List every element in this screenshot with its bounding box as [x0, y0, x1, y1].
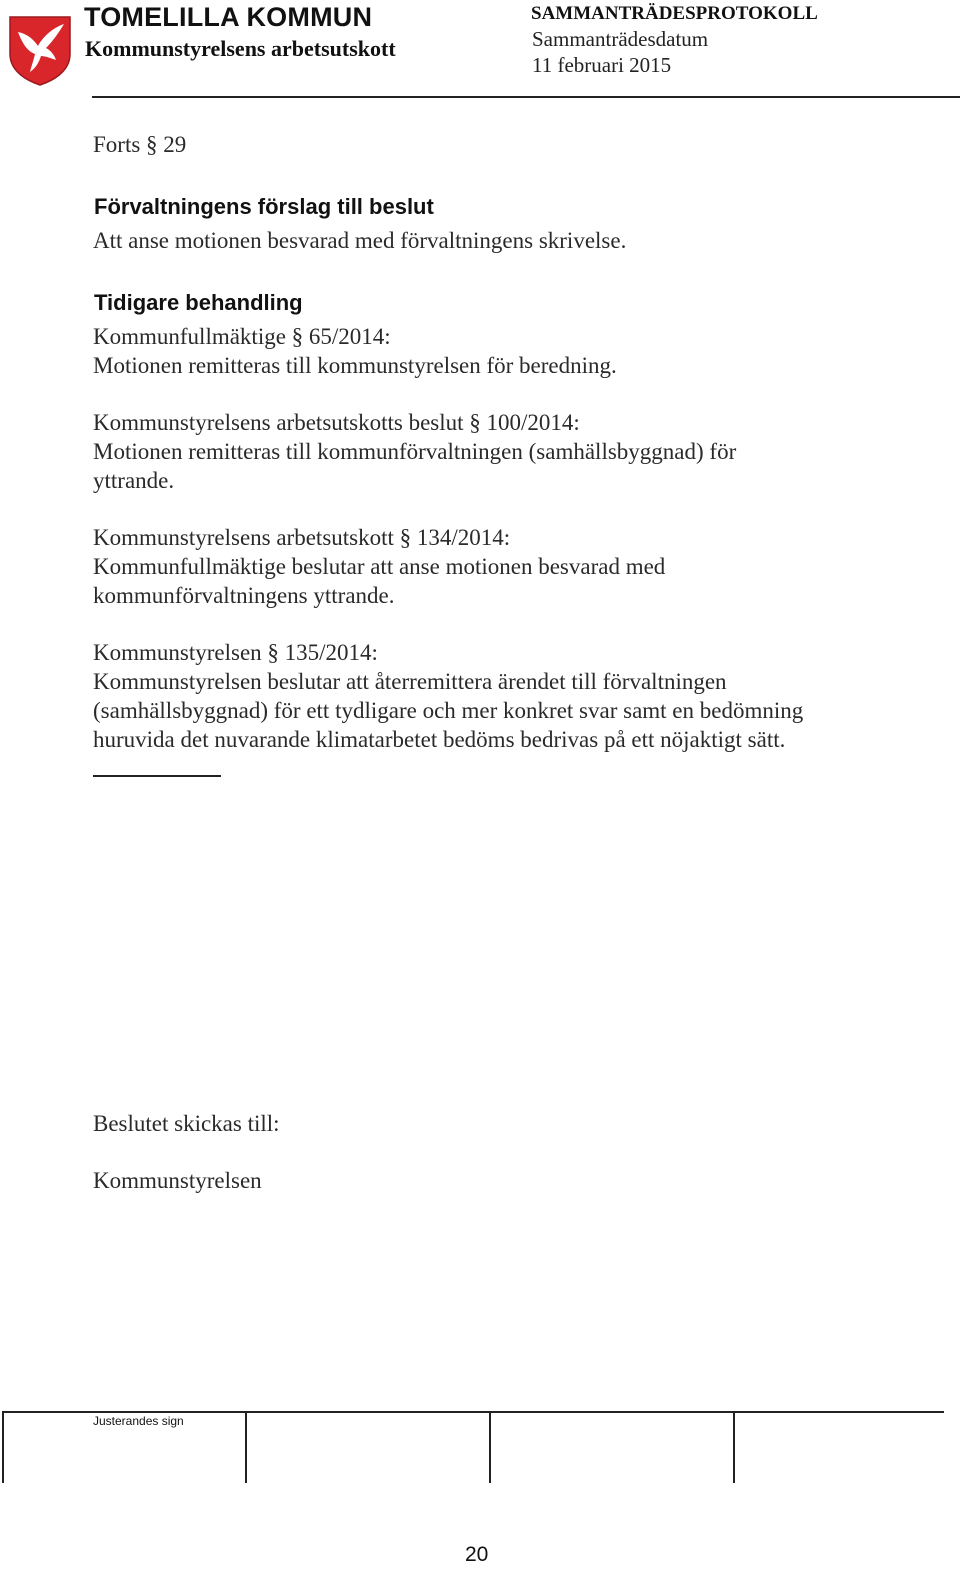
signature-box-divider	[2, 1411, 4, 1483]
history-entry-title: Kommunstyrelsens arbetsutskott § 134/2014:	[93, 525, 511, 550]
history-heading: Tidigare behandling	[94, 290, 303, 315]
section-continuation: Forts § 29	[93, 132, 187, 157]
history-entry-text: kommunförvaltningens yttrande.	[93, 583, 395, 608]
meeting-date: 11 februari 2015	[532, 53, 672, 77]
section-end-rule	[93, 775, 221, 777]
proposal-heading: Förvaltningens förslag till beslut	[94, 194, 434, 219]
organization-department: Kommunstyrelsens arbetsutskott	[85, 36, 396, 61]
send-to-recipient: Kommunstyrelsen	[93, 1168, 262, 1193]
meeting-date-label: Sammanträdesdatum	[532, 27, 709, 51]
history-entry-text: Kommunfullmäktige beslutar att anse motionen besvarad med	[93, 554, 666, 579]
proposal-text: Att anse motionen besvarad med förvaltningens skrivelse.	[93, 228, 627, 253]
history-entry-text: Motionen remitteras till kommunstyrelsen för beredning.	[93, 353, 617, 378]
organization-name: TOMELILLA KOMMUN	[84, 2, 373, 32]
history-entry-text: huruvida det nuvarande klimatarbetet bedöms bedrivas på ett nöjaktigt sätt.	[93, 727, 786, 752]
history-entry-text: yttrande.	[93, 468, 175, 493]
page-number: 20	[465, 1543, 489, 1566]
signature-box-divider	[245, 1411, 247, 1483]
header-divider	[92, 96, 960, 98]
coat-of-arms-icon	[8, 14, 72, 86]
signature-label: Justerandes sign	[93, 1414, 184, 1428]
history-entry-title: Kommunstyrelsens arbetsutskotts beslut § 100/2014:	[93, 410, 580, 435]
history-entry-title: Kommunstyrelsen § 135/2014:	[93, 640, 378, 665]
signature-box-divider	[733, 1411, 735, 1483]
history-entry-title: Kommunfullmäktige § 65/2014:	[93, 324, 391, 349]
history-entry-text: Kommunstyrelsen beslutar att återremittera ärendet till förvaltningen	[93, 669, 727, 694]
send-to-label: Beslutet skickas till:	[93, 1111, 280, 1136]
signature-box-top-border	[2, 1411, 944, 1413]
history-entry-text: Motionen remitteras till kommunförvaltningen (samhällsbyggnad) för	[93, 439, 737, 464]
signature-box-divider	[489, 1411, 491, 1483]
document-type: SAMMANTRÄDESPROTOKOLL	[531, 3, 818, 24]
history-entry-text: (samhällsbyggnad) för ett tydligare och mer konkret svar samt en bedömning	[93, 698, 804, 723]
